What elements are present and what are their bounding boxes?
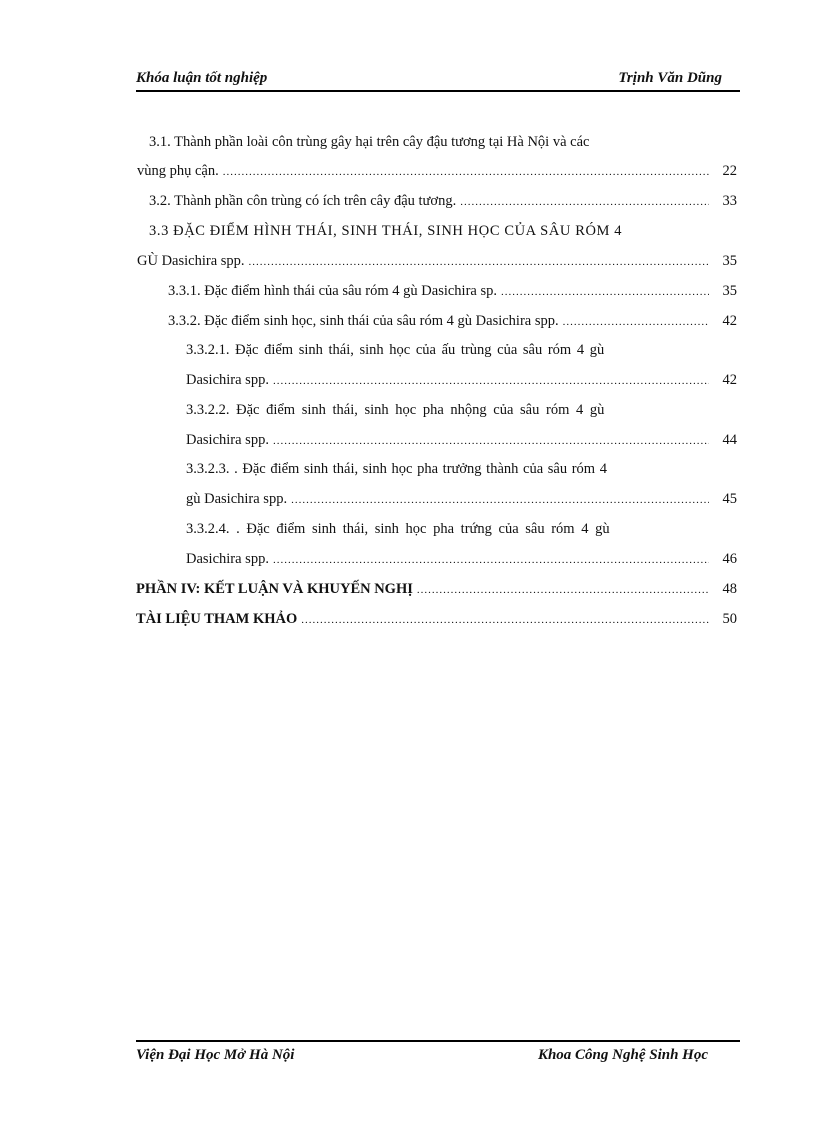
toc-entry-3-3-line1: 3.3 ĐẶC ĐIỂM HÌNH THÁI, SINH THÁI, SINH HỌC CỦA SÂU RÓM 4 — [149, 223, 623, 239]
header-left: Khóa luận tốt nghiệp — [136, 70, 268, 86]
leader-dots — [301, 614, 709, 626]
toc-entry-text: 3.3.1. Đặc điểm hình thái của sâu róm 4 gù Dasichira sp. — [168, 283, 497, 299]
footer-right: Khoa Công Nghệ Sinh Học — [537, 1047, 708, 1063]
toc-entry-3-1-line2: vùng phụ cận. — [137, 163, 219, 179]
toc-page-number: 42 — [722, 313, 737, 329]
toc-entry-3-3-2-3-line1: 3.3.2.3. . Đặc điểm sinh thái, sinh học pha trưởng thành của sâu róm 4 — [186, 461, 607, 477]
toc-entry-3-3-2-1[interactable] — [186, 372, 737, 394]
toc-page-number: 35 — [722, 283, 737, 299]
leader-dots — [249, 256, 709, 268]
toc-entry-text: PHẦN IV: KẾT LUẬN VÀ KHUYẾN NGHỊ — [136, 581, 413, 597]
toc-entry-text: TÀI LIỆU THAM KHẢO — [136, 611, 298, 627]
toc-entry-text: 3.3.2. Đặc điểm sinh học, sinh thái của sâu róm 4 gù Dasichira spp. — [168, 313, 559, 329]
toc-entry-3-2[interactable] — [149, 193, 737, 215]
leader-dots — [273, 554, 709, 566]
leader-dots — [417, 584, 709, 596]
toc-page-number: 46 — [722, 551, 737, 567]
toc-entry-part-4[interactable] — [136, 581, 737, 603]
toc-entry-3-3[interactable] — [137, 253, 737, 275]
toc-entry-3-3-1[interactable] — [168, 283, 737, 305]
toc-entry-3-3-2-2-line2: Dasichira spp. — [186, 432, 269, 448]
leader-dots — [273, 375, 709, 387]
leader-dots — [563, 316, 709, 328]
toc-entry-3-1-line1: 3.1. Thành phần loài côn trùng gây hại trên cây đậu tương tại Hà Nội và các — [149, 134, 590, 150]
page-header — [136, 68, 740, 92]
toc-entry-3-3-2-4[interactable] — [186, 551, 737, 573]
toc-entry-3-3-line2: GÙ Dasichira spp. — [137, 253, 245, 269]
toc-entry-3-3-2-2[interactable] — [186, 432, 737, 454]
toc-entry-3-3-2-4-line1: 3.3.2.4. . Đặc điểm sinh thái, sinh học pha trứng của sâu róm 4 gù — [186, 521, 610, 537]
toc-page-number: 45 — [722, 491, 737, 507]
leader-dots — [273, 435, 709, 447]
toc-entry-3-3-2-2-line1: 3.3.2.2. Đặc điểm sinh thái, sinh học pha nhộng của sâu róm 4 gù — [186, 402, 605, 418]
toc-entry-text: 3.2. Thành phần côn trùng có ích trên cây đậu tương. — [149, 193, 457, 209]
toc-page-number: 48 — [722, 581, 737, 597]
toc-entry-3-3-2-3-line2: gù Dasichira spp. — [186, 491, 288, 507]
leader-dots — [223, 166, 709, 178]
footer-left: Viện Đại Học Mở Hà Nội — [136, 1047, 295, 1063]
toc-entry-3-3-2-1-line2: Dasichira spp. — [186, 372, 269, 388]
toc-page-number: 33 — [722, 193, 737, 209]
leader-dots — [460, 196, 709, 208]
toc-page-number: 22 — [722, 163, 737, 179]
toc-entry-3-3-2[interactable] — [168, 313, 737, 335]
page-footer — [136, 1040, 740, 1063]
toc-entry-3-3-2-4-line2: Dasichira spp. — [186, 551, 269, 567]
toc-entry-3-3-2-3[interactable] — [186, 491, 737, 513]
header-right: Trịnh Văn Dũng — [618, 70, 722, 86]
toc-page-number: 44 — [722, 432, 737, 448]
toc-entry-3-1[interactable] — [137, 163, 737, 185]
toc-page-number: 35 — [722, 253, 737, 269]
toc-page-number: 42 — [722, 372, 737, 388]
leader-dots — [291, 494, 709, 506]
toc-entry-3-3-2-1-line1: 3.3.2.1. Đặc điểm sinh thái, sinh học của ấu trùng của sâu róm 4 gù — [186, 342, 605, 358]
toc-page-number: 50 — [722, 611, 737, 627]
toc-entry-references[interactable] — [136, 611, 737, 633]
leader-dots — [501, 286, 709, 298]
